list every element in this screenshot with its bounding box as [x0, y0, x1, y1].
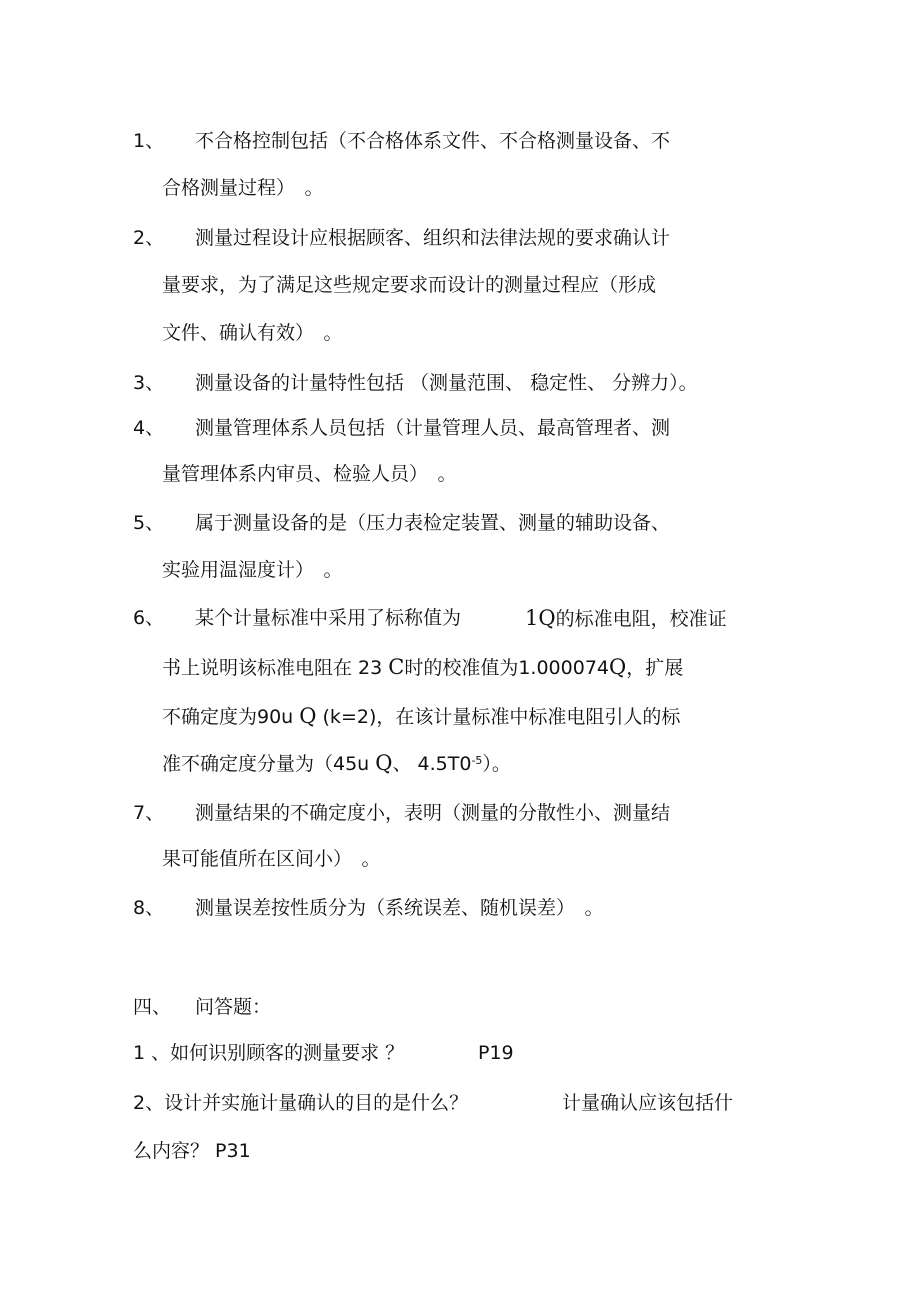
question-text: 测量管理体系人员包括（计量管理人员、最高管理者、测 [195, 417, 671, 439]
question-text-line [162, 703, 680, 730]
question-text: 不合格控制包括（不合格体系文件、不合格测量设备、不 [195, 130, 671, 152]
question-text: 不确定度为90u [162, 706, 300, 728]
qa-text-b: 计量确认应该包括什 [562, 1092, 734, 1114]
section-title: 问答题： [195, 996, 272, 1018]
question-number: 7、 [133, 802, 165, 824]
question-text: 实验用温湿度计） 。 [162, 559, 343, 581]
question-text: 测量设备的计量特性包括 （测量范围、 稳定性、 分辨力）。 [195, 372, 698, 394]
question-text: 测量过程设计应根据顾客、组织和法律法规的要求确认计 [195, 227, 671, 249]
ohm-value: 1Q [525, 606, 556, 630]
celsius-symbol: C [388, 655, 405, 679]
question-text: 量要求，为了满足这些规定要求而设计的测量过程应（形成 [162, 274, 657, 296]
question-text: 时的校准值为1.000074 [404, 657, 610, 679]
ohm-symbol: Q [609, 655, 627, 679]
question-number: 8、 [133, 897, 165, 919]
question-number: 1、 [133, 130, 165, 152]
question-text-line [162, 750, 511, 777]
question-text: 的标准电阻，校准证 [555, 608, 727, 630]
question-text: 测量结果的不确定度小，表明（测量的分散性小、测量结 [195, 802, 671, 824]
question-text-b [525, 605, 727, 632]
question-text: 文件、确认有效） 。 [162, 322, 343, 344]
question-text: ，扩展 [626, 657, 684, 679]
ohm-symbol: Q [375, 751, 393, 775]
question-text: (k=2)，在该计量标准中标准电阻引人的标 [316, 706, 681, 728]
question-text: 测量误差按性质分为（系统误差、随机误差） 。 [195, 897, 604, 919]
question-text: 准不确定度分量为（45u [162, 753, 376, 775]
question-number: 6、 [133, 607, 165, 629]
qa-text: 2、设计并实施计量确认的目的是什么？ [133, 1092, 469, 1114]
question-number: 4、 [133, 417, 165, 439]
question-text: 某个计量标准中采用了标称值为 [195, 607, 462, 629]
question-text: 量管理体系内审员、检验人员） 。 [162, 463, 457, 485]
page-ref: P19 [478, 1042, 514, 1064]
question-text: ）。 [482, 753, 511, 775]
ohm-symbol: Q [299, 704, 317, 728]
question-number: 2、 [133, 227, 165, 249]
qa-text: 么内容？ P31 [133, 1140, 251, 1162]
question-text: 合格测量过程） 。 [162, 177, 324, 199]
exponent: -5 [471, 754, 483, 767]
question-text-line [162, 654, 683, 681]
question-text: 、 4.5T0 [392, 753, 472, 775]
question-text: 书上说明该标准电阻在 23 [162, 657, 389, 679]
qa-text: 1 、如何识别顾客的测量要求 ？ [133, 1042, 405, 1064]
question-number: 3、 [133, 372, 165, 394]
section-number: 四、 [133, 996, 172, 1018]
question-text: 果可能值所在区间小） 。 [162, 848, 381, 870]
question-text: 属于测量设备的是（压力表检定装置、测量的辅助设备、 [195, 512, 671, 534]
question-number: 5、 [133, 512, 165, 534]
